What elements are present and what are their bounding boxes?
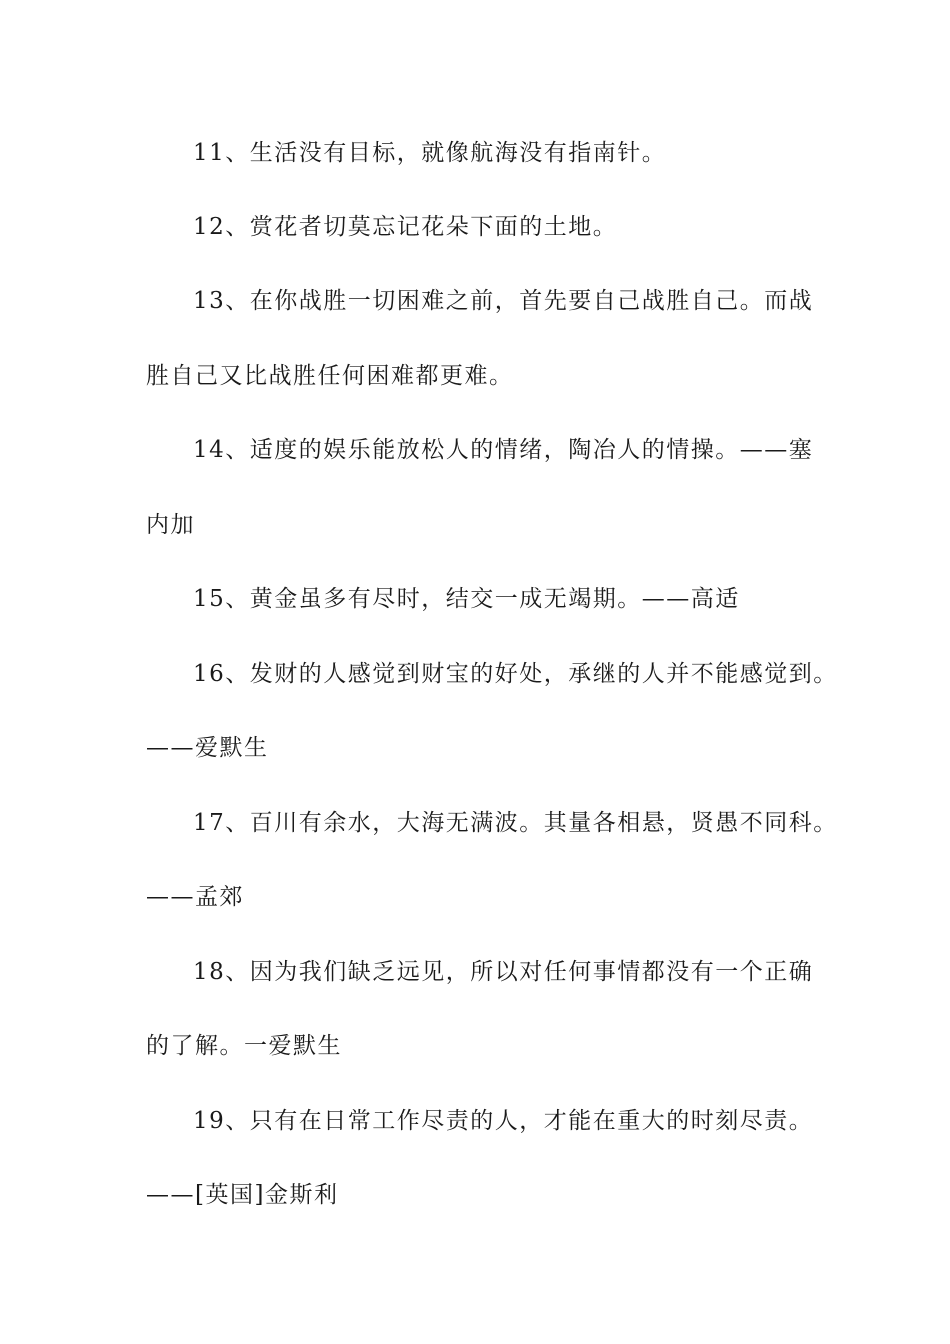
quote-15: 15、黄金虽多有尽时，结交一成无竭期。——高适 xyxy=(193,586,740,612)
quote-13-line-1: 13、在你战胜一切困难之前，首先要自己战胜自己。而战 xyxy=(193,288,814,314)
quote-18-line-2: 的了解。一爱默生 xyxy=(146,1033,342,1059)
quote-14-line-2: 内加 xyxy=(146,512,195,538)
quote-12: 12、赏花者切莫忘记花朵下面的土地。 xyxy=(193,214,618,240)
quote-17-line-1: 17、百川有余水，大海无满波。其量各相悬，贤愚不同科。 xyxy=(193,810,838,836)
quote-16-line-1: 16、发财的人感觉到财宝的好处，承继的人并不能感觉到。 xyxy=(193,661,838,687)
quote-19-line-2: ——[英国]金斯利 xyxy=(146,1182,339,1208)
quote-19-line-1: 19、只有在日常工作尽责的人，才能在重大的时刻尽责。 xyxy=(193,1108,814,1134)
quote-18-line-1: 18、因为我们缺乏远见，所以对任何事情都没有一个正确 xyxy=(193,959,814,985)
quote-14-line-1: 14、适度的娱乐能放松人的情绪，陶冶人的情操。——塞 xyxy=(193,437,814,463)
quote-16-line-2: ——爱默生 xyxy=(146,735,269,761)
quote-13-line-2: 胜自己又比战胜任何困难都更难。 xyxy=(146,363,514,389)
quote-11: 11、生活没有目标，就像航海没有指南针。 xyxy=(193,140,667,166)
quote-17-line-2: ——孟郊 xyxy=(146,884,244,910)
